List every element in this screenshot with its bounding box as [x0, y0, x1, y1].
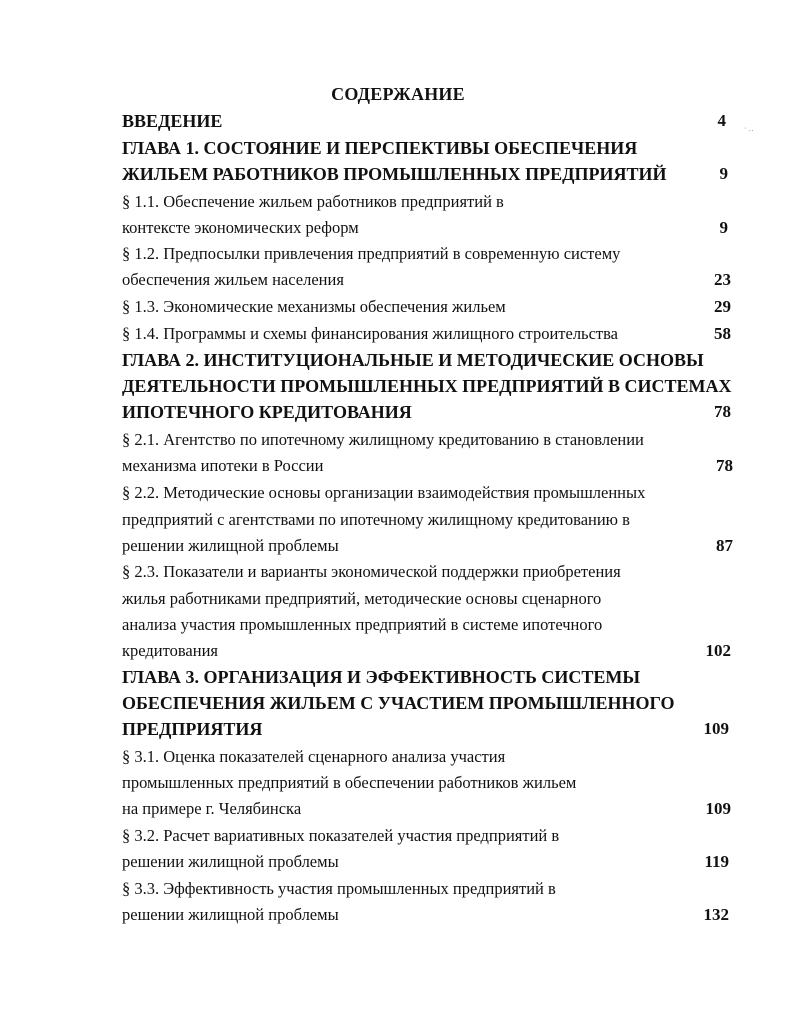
toc-page-number: 119 [704, 852, 729, 871]
toc-section-3-2-cont: решении жилищной проблемы [122, 852, 339, 871]
toc-section-1-1-cont: контексте экономических реформ [122, 218, 359, 237]
toc-page-number: 9 [719, 164, 728, 183]
toc-section-3-3: § 3.3. Эффективность участия промышленных предприятий в [122, 879, 556, 898]
toc-chapter-3-title: ГЛАВА 3. ОРГАНИЗАЦИЯ И ЭФФЕКТИВНОСТЬ СИСТЕМЫ [122, 667, 641, 687]
toc-section-2-3: § 2.3. Показатели и варианты экономической поддержки приобретения [122, 562, 621, 581]
toc-section-2-3-cont: анализа участия промышленных предприятий в системе ипотечного [122, 615, 603, 634]
toc-page-number: 109 [703, 719, 729, 738]
toc-section-1-2-cont: обеспечения жильем населения [122, 270, 344, 289]
toc-section-2-2: § 2.2. Методические основы организации взаимодействия промышленных [122, 483, 646, 502]
toc-chapter-2-title-cont: ДЕЯТЕЛЬНОСТИ ПРОМЫШЛЕННЫХ ПРЕДПРИЯТИЙ В СИСТЕМАХ [122, 376, 732, 396]
toc-section-3-1-cont: на примере г. Челябинска [122, 799, 302, 818]
toc-page-number: 78 [716, 456, 733, 475]
toc-section-2-1-cont: механизма ипотеки в России [122, 456, 324, 475]
toc-section-3-2: § 3.2. Расчет вариативных показателей участия предприятий в [122, 826, 560, 845]
toc-chapter-2-title-cont: ИПОТЕЧНОГО КРЕДИТОВАНИЯ [122, 402, 412, 422]
toc-page-number: 9 [719, 218, 728, 237]
toc-section-3-1-cont: промышленных предприятий в обеспечении работников жильем [122, 773, 577, 792]
toc-page-number: 4 [717, 111, 726, 130]
toc-entry-introduction: ВВЕДЕНИЕ [122, 111, 223, 131]
toc-section-1-1: § 1.1. Обеспечение жильем работников предприятий в [122, 192, 504, 211]
toc-page-number: 132 [703, 905, 729, 924]
toc-section-1-2: § 1.2. Предпосылки привлечения предприятий в современную систему [122, 244, 621, 263]
toc-section-3-1: § 3.1. Оценка показателей сценарного анализа участия [122, 747, 506, 766]
toc-page-number: 58 [714, 324, 731, 343]
toc-page-number: 109 [705, 799, 731, 818]
toc-page-number: 23 [714, 270, 731, 289]
toc-section-2-3-cont: кредитования [122, 641, 218, 660]
toc-chapter-3-title-cont: ОБЕСПЕЧЕНИЯ ЖИЛЬЕМ С УЧАСТИЕМ ПРОМЫШЛЕННОГО [122, 693, 675, 713]
toc-page-number: 102 [705, 641, 731, 660]
toc-section-2-3-cont: жилья работниками предприятий, методические основы сценарного [122, 589, 602, 608]
toc-chapter-1-title: ГЛАВА 1. СОСТОЯНИЕ И ПЕРСПЕКТИВЫ ОБЕСПЕЧЕНИЯ [122, 138, 638, 158]
toc-page-number: 78 [714, 402, 731, 421]
scan-speck-mark: ‧ ‥ [744, 124, 754, 133]
toc-section-2-2-cont: решении жилищной проблемы [122, 536, 339, 555]
toc-section-2-2-cont: предприятий с агентствами по ипотечному жилищному кредитованию в [122, 510, 630, 529]
toc-section-1-4: § 1.4. Программы и схемы финансирования жилищного строительства [122, 324, 619, 343]
toc-section-3-3-cont: решении жилищной проблемы [122, 905, 339, 924]
toc-chapter-1-title-cont: ЖИЛЬЕМ РАБОТНИКОВ ПРОМЫШЛЕННЫХ ПРЕДПРИЯТИЙ [122, 164, 667, 184]
toc-page-number: 87 [716, 536, 733, 555]
toc-chapter-3-title-cont: ПРЕДПРИЯТИЯ [122, 719, 263, 739]
toc-section-1-3: § 1.3. Экономические механизмы обеспечения жильем [122, 297, 506, 316]
toc-page-number: 29 [714, 297, 731, 316]
toc-title: СОДЕРЖАНИЕ [331, 84, 465, 104]
toc-section-2-1: § 2.1. Агентство по ипотечному жилищному кредитованию в становлении [122, 430, 644, 449]
toc-chapter-2-title: ГЛАВА 2. ИНСТИТУЦИОНАЛЬНЫЕ И МЕТОДИЧЕСКИЕ ОСНОВЫ [122, 350, 704, 370]
